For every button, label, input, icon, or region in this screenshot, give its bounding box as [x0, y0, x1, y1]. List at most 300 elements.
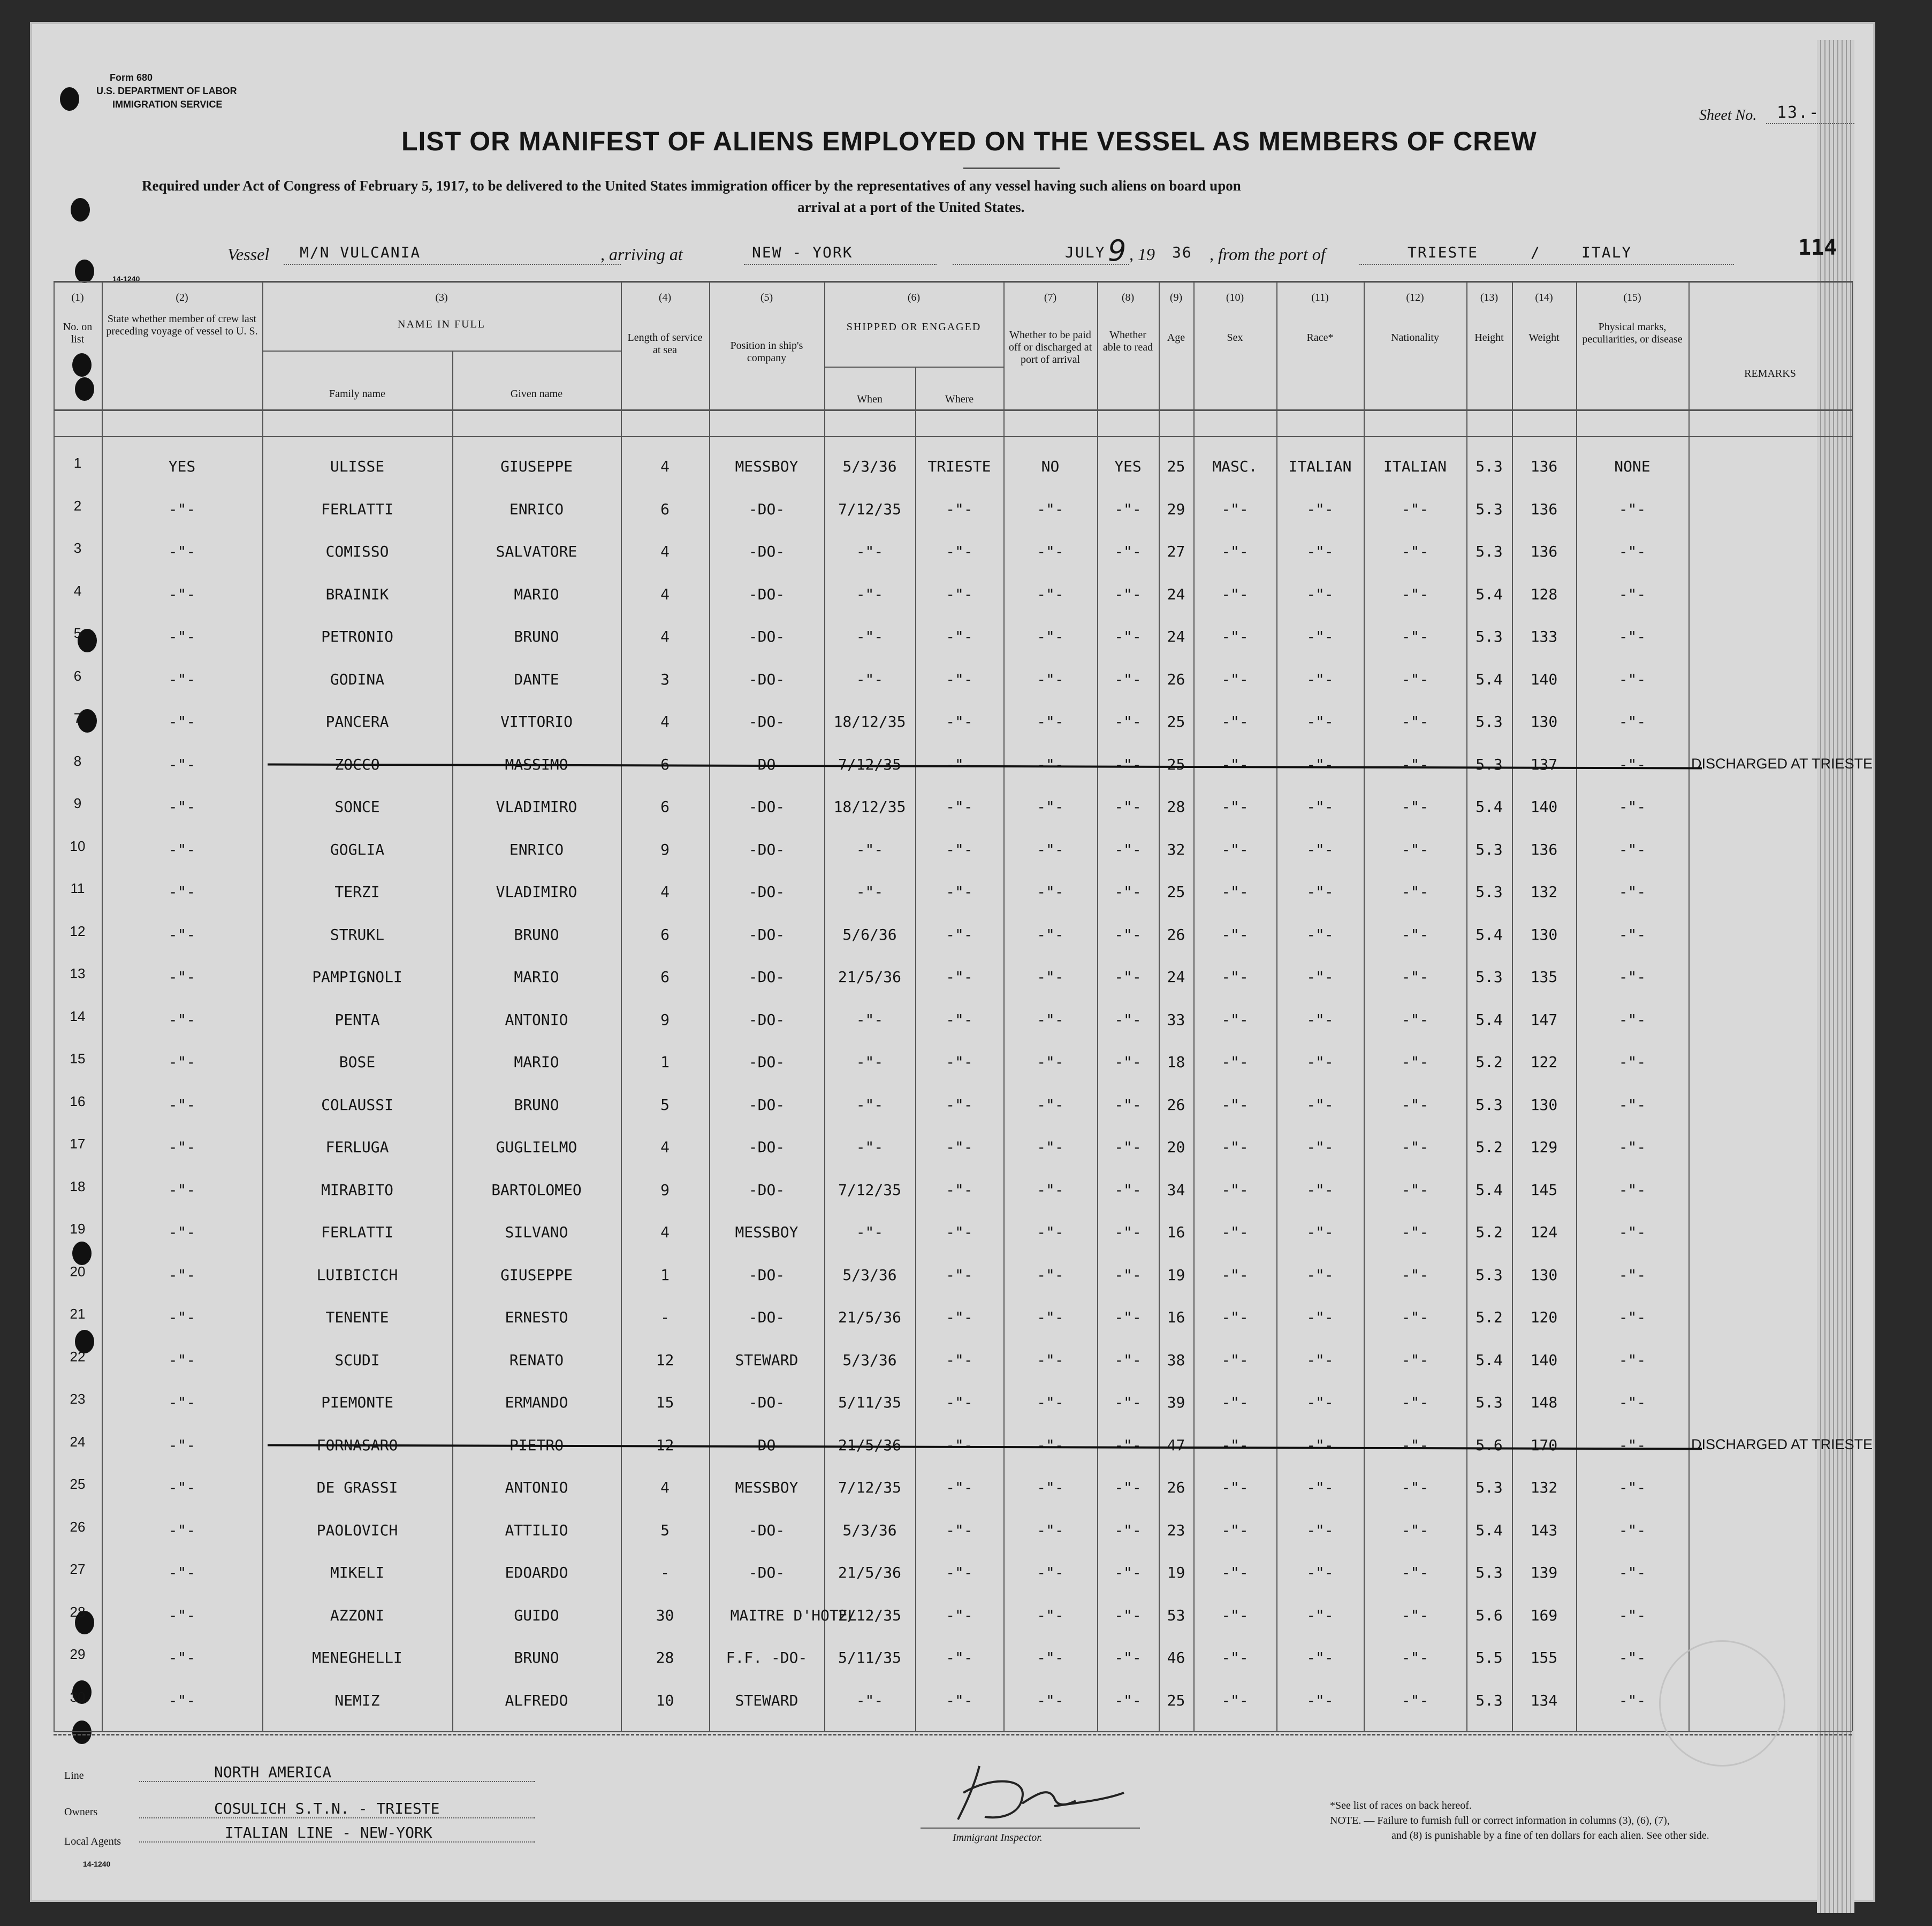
cell-given: EDOARDO [505, 1564, 568, 1581]
cell-race: -"- [1306, 1564, 1334, 1581]
cell-race: -"- [1306, 1266, 1334, 1284]
header-previous-voyage-number: (2) [176, 292, 188, 303]
cell-read: -"- [1114, 1053, 1142, 1071]
cell-age: 24 [1167, 585, 1185, 603]
cell-nat: -"- [1401, 1053, 1429, 1071]
cell-position: -DO- [748, 925, 785, 943]
cell-sex: -"- [1221, 1181, 1249, 1199]
cell-service: 30 [656, 1606, 674, 1624]
cell-paid: -"- [1037, 1564, 1064, 1581]
header-no-on-list: No. on list [63, 321, 93, 345]
cell-age: 25 [1167, 755, 1185, 773]
cell-sex: -"- [1221, 1394, 1249, 1411]
cell-paid: -"- [1037, 1181, 1064, 1199]
cell-sex: -"- [1221, 883, 1249, 901]
cell-family: GOGLIA [330, 840, 385, 858]
cell-height: 5.3 [1475, 840, 1503, 858]
cell-family: MENEGHELLI [312, 1649, 402, 1666]
cell-service: 6 [660, 798, 670, 816]
cell-paid: -"- [1037, 883, 1064, 901]
cell-sex: -"- [1221, 1436, 1249, 1454]
cell-nat: -"- [1401, 1691, 1429, 1709]
cell-where: -"- [946, 1394, 973, 1411]
cell-sex: -"- [1221, 713, 1249, 730]
cell-when: 21/5/36 [838, 1436, 901, 1454]
cell-height: 5.4 [1475, 1521, 1503, 1539]
cell-weight: 136 [1530, 840, 1558, 858]
cell-family: PAOLOVICH [316, 1521, 398, 1539]
cell-when: 7/12/35 [838, 500, 901, 518]
cell-given: MARIO [514, 585, 559, 603]
cell-where: -"- [946, 840, 973, 858]
cell-race: -"- [1306, 1308, 1334, 1326]
cell-race: -"- [1306, 883, 1334, 901]
cell-service: 4 [660, 458, 670, 475]
cell-paid: -"- [1037, 670, 1064, 688]
cell-read: -"- [1114, 1223, 1142, 1241]
cell-paid: -"- [1037, 1010, 1064, 1029]
cell-read: YES [1114, 458, 1142, 475]
cell-weight: 136 [1530, 543, 1558, 560]
cell-position: -DO- [748, 1053, 785, 1071]
cell-given: VLADIMIRO [496, 883, 577, 901]
cell-prev: -"- [168, 1394, 196, 1411]
cell-nat: -"- [1401, 1394, 1429, 1411]
cell-read: -"- [1114, 1606, 1142, 1624]
cell-read: -"- [1114, 1564, 1142, 1581]
cell-age: 16 [1167, 1308, 1185, 1326]
cell-position: MESSBOY [735, 1479, 798, 1496]
cell-sex: -"- [1221, 500, 1249, 518]
page-title: LIST OR MANIFEST OF ALIENS EMPLOYED ON THE VESSEL AS MEMBERS OF CREW [401, 126, 1537, 156]
cell-position: -DO- [748, 1308, 785, 1326]
cell-paid: -"- [1037, 968, 1064, 986]
header-paid-off: Whether to be paid off or discharged at port of arrival [1008, 329, 1092, 366]
cell-service: 12 [656, 1436, 674, 1454]
cell-race: -"- [1306, 628, 1334, 645]
cell-weight: 139 [1530, 1564, 1558, 1581]
cell-sex: -"- [1221, 1479, 1249, 1496]
cell-where: -"- [946, 543, 973, 560]
cell-prev: -"- [168, 840, 196, 858]
cell-position: -DO- [748, 798, 785, 816]
cell-service: 6 [660, 925, 670, 943]
cell-nat: -"- [1401, 1606, 1429, 1624]
cell-given: ANTONIO [505, 1010, 568, 1029]
departure-country: ITALY [1581, 243, 1632, 261]
cell-position: F.F. -DO- [726, 1649, 808, 1666]
cell-height: 5.4 [1475, 925, 1503, 943]
cell-position: STEWARD [735, 1691, 798, 1709]
cell-no: 24 [70, 1433, 86, 1450]
cell-paid: -"- [1037, 1691, 1064, 1709]
cell-race: -"- [1306, 1095, 1334, 1114]
cell-where: -"- [946, 798, 973, 816]
cell-height: 5.4 [1475, 1351, 1503, 1369]
cell-age: 33 [1167, 1010, 1185, 1029]
header-where: Where [945, 393, 974, 405]
cell-weight: 122 [1530, 1053, 1558, 1071]
cell-given: GUGLIELMO [496, 1138, 577, 1156]
cell-read: -"- [1114, 755, 1142, 773]
cell-age: 24 [1167, 968, 1185, 986]
cell-no: 12 [70, 923, 86, 939]
cell-given: DANTE [514, 670, 559, 688]
cell-position: -DO- [748, 1436, 785, 1454]
cell-sex: -"- [1221, 755, 1249, 773]
cell-paid: -"- [1037, 713, 1064, 730]
arriving-label: , arriving at [600, 245, 683, 264]
cell-marks: -"- [1618, 670, 1646, 688]
year-prefix: , 19 [1129, 245, 1155, 264]
cell-weight: 120 [1530, 1308, 1558, 1326]
cell-weight: 147 [1530, 1010, 1558, 1029]
cell-where: -"- [946, 1223, 973, 1241]
cell-read: -"- [1114, 670, 1142, 688]
departure-port: TRIESTE [1408, 243, 1479, 261]
separator-slash: / [1531, 243, 1541, 261]
cell-height: 5.4 [1475, 1010, 1503, 1029]
cell-weight: 169 [1530, 1606, 1558, 1624]
cell-race: -"- [1306, 500, 1334, 518]
cell-service: 10 [656, 1691, 674, 1709]
cell-read: -"- [1114, 1479, 1142, 1496]
cell-height: 5.4 [1475, 798, 1503, 816]
cell-when: 21/5/36 [838, 1564, 901, 1581]
cell-position: -DO- [748, 713, 785, 730]
cell-nat: -"- [1401, 1564, 1429, 1581]
cell-height: 5.6 [1475, 1606, 1503, 1624]
cell-marks: -"- [1618, 1308, 1646, 1326]
cell-position: -DO- [748, 1564, 785, 1581]
cell-height: 5.3 [1475, 755, 1503, 773]
cell-position: -DO- [748, 1010, 785, 1029]
cell-read: -"- [1114, 1521, 1142, 1539]
cell-height: 5.3 [1475, 1266, 1503, 1284]
cell-read: -"- [1114, 543, 1142, 560]
cell-age: 23 [1167, 1521, 1185, 1539]
cell-no: 2 [73, 497, 82, 514]
cell-position: -DO- [748, 968, 785, 986]
cell-family: BOSE [339, 1053, 376, 1071]
cell-read: -"- [1114, 1308, 1142, 1326]
cell-prev: -"- [168, 755, 196, 773]
cell-service: 1 [660, 1053, 670, 1071]
cell-service: 4 [660, 628, 670, 645]
cell-marks: -"- [1618, 1010, 1646, 1029]
cell-sex: -"- [1221, 585, 1249, 603]
cell-prev: YES [168, 458, 196, 475]
cell-race: -"- [1306, 1138, 1334, 1156]
cell-family: GODINA [330, 670, 385, 688]
cell-height: 5.3 [1475, 968, 1503, 986]
cell-age: 26 [1167, 925, 1185, 943]
cell-weight: 170 [1530, 1436, 1558, 1454]
cell-marks: -"- [1618, 968, 1646, 986]
cell-height: 5.3 [1475, 543, 1503, 560]
cell-when: 5/3/36 [842, 1266, 897, 1284]
cell-service: 4 [660, 1223, 670, 1241]
cell-given: BRUNO [514, 628, 559, 645]
cell-age: 18 [1167, 1053, 1185, 1071]
cell-position: -DO- [748, 500, 785, 518]
cell-position: -DO- [748, 1521, 785, 1539]
cell-age: 46 [1167, 1649, 1185, 1666]
cell-paid: -"- [1037, 1521, 1064, 1539]
cell-marks: -"- [1618, 1479, 1646, 1496]
department: U.S. DEPARTMENT OF LABOR [96, 86, 237, 96]
cell-weight: 136 [1530, 458, 1558, 475]
cell-where: -"- [946, 628, 973, 645]
header-age: Age [1167, 332, 1185, 344]
header-position-number: (5) [760, 292, 773, 303]
cell-race: -"- [1306, 925, 1334, 943]
cell-position: MAITRE D'HOTEL [730, 1606, 857, 1624]
cell-prev: -"- [168, 1691, 196, 1709]
cell-where: -"- [946, 1691, 973, 1709]
cell-marks: -"- [1618, 500, 1646, 518]
from-label: , from the port of [1210, 245, 1326, 264]
cell-race: -"- [1306, 1521, 1334, 1539]
cell-given: GIUSEPPE [500, 458, 573, 475]
cell-age: 47 [1167, 1436, 1185, 1454]
cell-where: -"- [946, 883, 973, 901]
cell-read: -"- [1114, 883, 1142, 901]
cell-prev: -"- [168, 585, 196, 603]
cell-sex: MASC. [1212, 458, 1258, 475]
cell-nat: -"- [1401, 925, 1429, 943]
header-height-number: (13) [1480, 292, 1499, 303]
cell-weight: 132 [1530, 883, 1558, 901]
cell-race: -"- [1306, 1649, 1334, 1666]
cell-service: 6 [660, 500, 670, 518]
cell-prev: -"- [168, 1606, 196, 1624]
cell-race: -"- [1306, 1394, 1334, 1411]
cell-age: 16 [1167, 1223, 1185, 1241]
page-stack-edge [1817, 40, 1854, 1913]
inspector-label: Immigrant Inspector. [953, 1832, 1043, 1844]
cell-prev: -"- [168, 543, 196, 560]
sheet-label: Sheet No. [1699, 107, 1757, 124]
cell-position: -DO- [748, 883, 785, 901]
cell-marks: -"- [1618, 1095, 1646, 1114]
cell-nat: ITALIAN [1383, 458, 1447, 475]
binder-hole [75, 377, 94, 401]
cell-where: -"- [946, 500, 973, 518]
cell-family: TERZI [334, 883, 380, 901]
cell-height: 5.2 [1475, 1053, 1503, 1071]
cell-age: 25 [1167, 883, 1185, 901]
cell-age: 38 [1167, 1351, 1185, 1369]
cell-read: -"- [1114, 1394, 1142, 1411]
cell-given: MARIO [514, 968, 559, 986]
cell-read: -"- [1114, 585, 1142, 603]
cell-when: 21/5/36 [838, 1308, 901, 1326]
cell-height: 5.3 [1475, 1564, 1503, 1581]
cell-weight: 129 [1530, 1138, 1558, 1156]
cell-given: BRUNO [514, 925, 559, 943]
subtitle-line-1: Required under Act of Congress of February 5, 1917, to be delivered to the United States immigration officer by the representatives of any vessel having such aliens on board upon [142, 178, 1241, 194]
cell-given: BRUNO [514, 1649, 559, 1666]
header-name-in-full: NAME IN FULL [398, 318, 485, 330]
cell-family: FERLUGA [325, 1138, 389, 1156]
cell-family: PIEMONTE [321, 1394, 393, 1411]
cell-where: -"- [946, 925, 973, 943]
subtitle-line-2: arrival at a port of the United States. [797, 199, 1025, 215]
cell-age: 27 [1167, 543, 1185, 560]
cell-marks: -"- [1618, 755, 1646, 773]
cell-sex: -"- [1221, 968, 1249, 986]
sheet-number: 13.- [1777, 103, 1820, 122]
cell-when: 5/3/36 [842, 458, 897, 475]
cell-paid: -"- [1037, 500, 1064, 518]
cell-no: 29 [70, 1646, 86, 1662]
binder-hole [72, 353, 92, 377]
cell-position: -DO- [748, 1394, 785, 1411]
form-code: 14-1240 [112, 275, 140, 283]
cell-where: -"- [946, 713, 973, 730]
cell-height: 5.3 [1475, 1479, 1503, 1496]
cell-service: 3 [660, 670, 670, 688]
cell-sex: -"- [1221, 1010, 1249, 1029]
cell-height: 5.3 [1475, 1095, 1503, 1114]
cell-given: PIETRO [509, 1436, 564, 1454]
cell-no: 10 [70, 838, 86, 854]
cell-height: 5.3 [1475, 713, 1503, 730]
header-remarks: REMARKS [1744, 368, 1796, 379]
arrival-port: NEW - YORK [752, 243, 853, 261]
cell-paid: -"- [1037, 1053, 1064, 1071]
cell-marks: -"- [1618, 1691, 1646, 1709]
cell-family: PENTA [334, 1010, 380, 1029]
cell-when: -"- [856, 543, 884, 560]
cell-family: DE GRASSI [316, 1479, 398, 1496]
cell-height: 5.4 [1475, 670, 1503, 688]
line-label: Line [64, 1770, 84, 1782]
cell-no: 20 [70, 1263, 86, 1280]
cell-read: -"- [1114, 1351, 1142, 1369]
cell-no: 22 [70, 1348, 86, 1365]
cell-no: 9 [73, 795, 82, 811]
cell-marks: -"- [1618, 1351, 1646, 1369]
cell-service: 28 [656, 1649, 674, 1666]
cell-no: 27 [70, 1561, 86, 1577]
cell-paid: -"- [1037, 1606, 1064, 1624]
cell-when: -"- [856, 1138, 884, 1156]
cell-nat: -"- [1401, 883, 1429, 901]
cell-where: -"- [946, 755, 973, 773]
cell-read: -"- [1114, 713, 1142, 730]
cell-family: FORNASARO [316, 1436, 398, 1454]
cell-family: COLAUSSI [321, 1095, 393, 1114]
cell-marks: -"- [1618, 925, 1646, 943]
cell-paid: -"- [1037, 925, 1064, 943]
cell-age: 53 [1167, 1606, 1185, 1624]
cell-age: 20 [1167, 1138, 1185, 1156]
cell-given: BARTOLOMEO [491, 1181, 582, 1199]
cell-when: 5/11/35 [838, 1649, 901, 1666]
cell-race: -"- [1306, 1436, 1334, 1454]
header-nationality: Nationality [1391, 332, 1439, 344]
cell-age: 26 [1167, 1479, 1185, 1496]
header-previous-voyage: State whether member of crew last preceding voyage of vessel to U. S. [106, 313, 258, 337]
cell-paid: -"- [1037, 1436, 1064, 1454]
cell-when: -"- [856, 670, 884, 688]
header-sex-number: (10) [1226, 292, 1244, 303]
cell-family: PANCERA [325, 713, 389, 730]
cell-marks: -"- [1618, 1223, 1646, 1241]
cell-marks: -"- [1618, 1649, 1646, 1666]
cell-read: -"- [1114, 1181, 1142, 1199]
cell-weight: 130 [1530, 1095, 1558, 1114]
cell-position: -DO- [748, 755, 785, 773]
cell-nat: -"- [1401, 840, 1429, 858]
cell-weight: 137 [1530, 755, 1558, 773]
cell-sex: -"- [1221, 628, 1249, 645]
cell-read: -"- [1114, 798, 1142, 816]
cell-read: -"- [1114, 1436, 1142, 1454]
cell-service: 6 [660, 755, 670, 773]
header-nationality-number: (12) [1406, 292, 1424, 303]
cell-given: SILVANO [505, 1223, 568, 1241]
cell-service: - [660, 1564, 670, 1581]
cell-no: 8 [73, 752, 82, 769]
vessel-name: M/N VULCANIA [300, 243, 421, 261]
cell-race: ITALIAN [1288, 458, 1352, 475]
cell-paid: -"- [1037, 1394, 1064, 1411]
cell-weight: 134 [1530, 1691, 1558, 1709]
cell-weight: 140 [1530, 670, 1558, 688]
header-race-number: (11) [1311, 292, 1329, 303]
cell-family: PAMPIGNOLI [312, 968, 402, 986]
cell-prev: -"- [168, 925, 196, 943]
cell-remarks: DISCHARGED AT TRIESTE [1691, 755, 1873, 772]
cell-where: -"- [946, 1181, 973, 1199]
cell-no: 23 [70, 1391, 86, 1407]
cell-position: -DO- [748, 628, 785, 645]
cell-prev: -"- [168, 1351, 196, 1369]
cell-family: STRUKL [330, 925, 385, 943]
cell-family: AZZONI [330, 1606, 385, 1624]
cell-family: MIKELI [330, 1564, 385, 1581]
cell-prev: -"- [168, 670, 196, 688]
cell-service: 12 [656, 1351, 674, 1369]
cell-where: -"- [946, 1564, 973, 1581]
cell-paid: -"- [1037, 798, 1064, 816]
header-position: Position in ship's company [730, 340, 803, 364]
cell-when: 7/12/35 [838, 1479, 901, 1496]
header-weight-number: (14) [1535, 292, 1553, 303]
cell-given: GIUSEPPE [500, 1266, 573, 1284]
cell-marks: -"- [1618, 1053, 1646, 1071]
cell-no: 16 [70, 1093, 86, 1109]
cell-weight: 124 [1530, 1223, 1558, 1241]
cell-when: -"- [856, 1095, 884, 1114]
cell-race: -"- [1306, 1691, 1334, 1709]
cell-no: 17 [70, 1136, 86, 1152]
cell-sex: -"- [1221, 1266, 1249, 1284]
cell-nat: -"- [1401, 1095, 1429, 1114]
cell-read: -"- [1114, 1691, 1142, 1709]
cell-sex: -"- [1221, 1606, 1249, 1624]
cell-height: 5.2 [1475, 1308, 1503, 1326]
cell-age: 25 [1167, 458, 1185, 475]
header-shipped-or-engaged: SHIPPED OR ENGAGED [846, 321, 982, 333]
cell-prev: -"- [168, 1649, 196, 1666]
cell-paid: -"- [1037, 1308, 1064, 1326]
cell-paid: -"- [1037, 1351, 1064, 1369]
cell-race: -"- [1306, 1010, 1334, 1029]
